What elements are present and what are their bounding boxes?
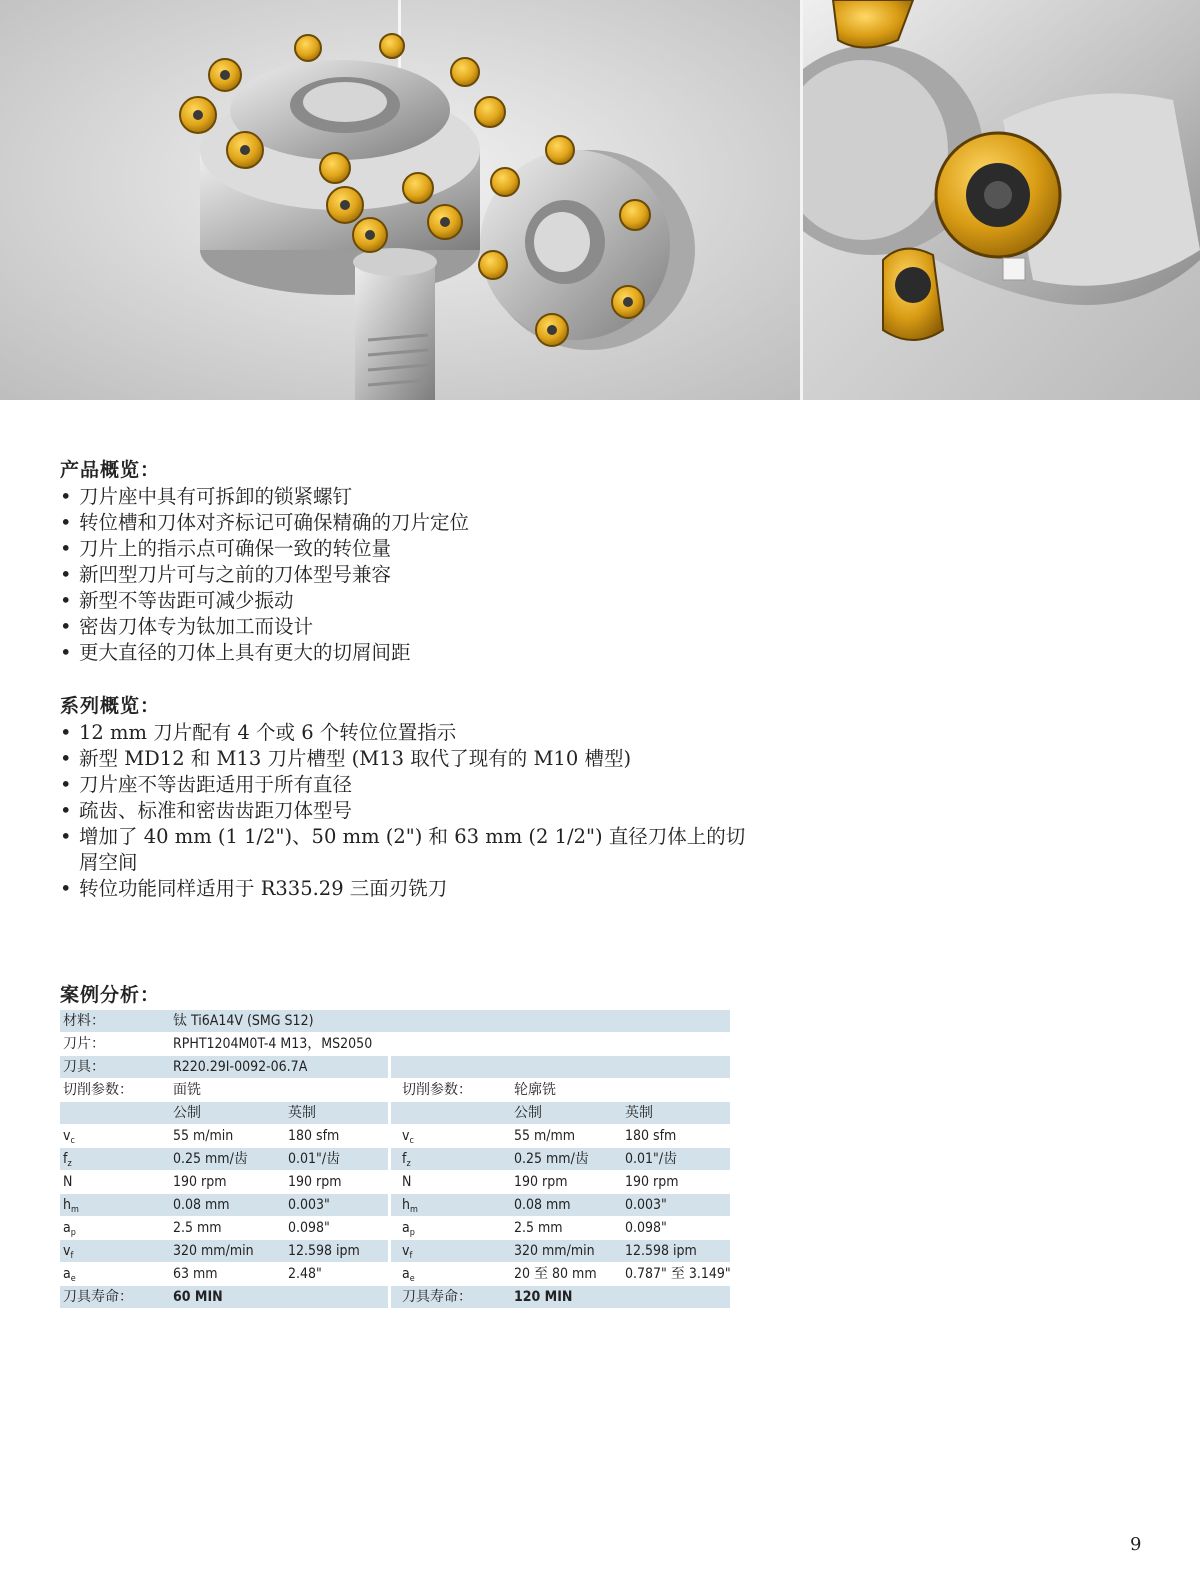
parameter-rows <box>60 1125 745 1286</box>
left-param-metric: 63 mm <box>173 1266 218 1282</box>
right-param-symbol <box>402 1217 415 1239</box>
left-param-symbol-subscript: f <box>70 1251 74 1261</box>
milling-cutters-photo <box>0 0 800 400</box>
left-params-value: 面铣 <box>173 1082 201 1098</box>
right-param-symbol-subscript: z <box>406 1159 411 1169</box>
right-param-metric: 190 rpm <box>514 1174 568 1190</box>
right-param-imperial: 12.598 ipm <box>625 1243 697 1259</box>
left-param-imperial: 12.598 ipm <box>288 1243 360 1259</box>
list-item: • 刀片上的指示点可确保一致的转位量 <box>60 536 760 562</box>
table-row <box>60 1056 745 1079</box>
left-tool-life-value: 60 MIN <box>173 1289 223 1305</box>
right-param-imperial: 190 rpm <box>625 1174 679 1190</box>
table-row <box>60 1102 745 1125</box>
right-param-symbol <box>402 1148 411 1170</box>
left-param-symbol <box>63 1240 73 1262</box>
left-param-symbol-subscript: m <box>70 1205 79 1215</box>
left-param-symbol-subscript: z <box>67 1159 72 1169</box>
case-study-section <box>60 982 745 1309</box>
right-param-symbol-main: N <box>402 1174 412 1190</box>
left-param-imperial: 0.01"/齿 <box>288 1151 341 1167</box>
right-param-imperial: 0.787" 至 3.149" <box>625 1266 731 1282</box>
list-item: • 12 mm 刀片配有 4 个或 6 个转位位置指示 <box>60 720 760 746</box>
left-param-symbol <box>63 1263 76 1285</box>
list-item: • 刀片座不等齿距适用于所有直径 <box>60 772 760 798</box>
product-overview-heading: 产品概览： <box>60 459 161 481</box>
left-param-symbol-main: v <box>63 1128 71 1144</box>
table-row <box>60 1079 745 1102</box>
left-imperial-header: 英制 <box>288 1105 316 1121</box>
right-param-symbol-main: v <box>402 1243 410 1259</box>
right-imperial-header: 英制 <box>625 1105 653 1121</box>
list-item: • 更大直径的刀体上具有更大的切屑间距 <box>60 640 760 666</box>
right-param-symbol-main: a <box>402 1220 410 1236</box>
left-param-metric: 190 rpm <box>173 1174 227 1190</box>
right-metric-header: 公制 <box>514 1105 542 1121</box>
insert-value: RPHT1204M0T-4 M13，MS2050 <box>173 1036 373 1052</box>
right-param-symbol-subscript: p <box>409 1228 415 1238</box>
series-overview-list <box>60 720 760 902</box>
left-param-symbol-main: a <box>63 1220 71 1236</box>
right-param-symbol-main: a <box>402 1266 410 1282</box>
left-tool-life-label: 刀具寿命： <box>63 1289 133 1305</box>
case-study-table <box>60 1010 745 1309</box>
left-param-metric: 55 m/min <box>173 1128 234 1144</box>
material-label: 材料： <box>63 1013 105 1029</box>
left-param-imperial: 190 rpm <box>288 1174 342 1190</box>
hero-images <box>0 0 1200 400</box>
right-param-metric: 0.08 mm <box>514 1197 571 1213</box>
left-param-metric: 2.5 mm <box>173 1220 222 1236</box>
table-row <box>60 1194 745 1217</box>
left-param-metric: 320 mm/min <box>173 1243 254 1259</box>
right-param-symbol-subscript: m <box>409 1205 418 1215</box>
insert-label: 刀片： <box>63 1036 105 1052</box>
table-row <box>60 1125 745 1148</box>
list-item: • 密齿刀体专为钛加工而设计 <box>60 614 760 640</box>
list-item: • 新型不等齿距可减少振动 <box>60 588 760 614</box>
left-param-symbol-main: h <box>63 1197 71 1213</box>
tool-label: 刀具： <box>63 1059 105 1075</box>
series-overview-heading: 系列概览： <box>60 695 161 717</box>
table-row <box>60 1240 745 1263</box>
right-param-symbol-subscript: e <box>409 1274 415 1284</box>
right-param-metric: 320 mm/min <box>514 1243 595 1259</box>
left-param-imperial: 180 sfm <box>288 1128 340 1144</box>
left-param-symbol <box>63 1125 75 1147</box>
left-param-imperial: 0.098" <box>288 1220 330 1236</box>
left-param-metric: 0.08 mm <box>173 1197 230 1213</box>
left-param-symbol <box>63 1148 72 1170</box>
right-param-imperial: 0.01"/齿 <box>625 1151 678 1167</box>
table-row <box>60 1010 745 1033</box>
right-tool-life-value: 120 MIN <box>514 1289 573 1305</box>
right-param-symbol <box>402 1194 418 1216</box>
right-param-symbol <box>402 1263 415 1285</box>
right-param-metric: 55 m/mm <box>514 1128 576 1144</box>
right-param-metric: 20 至 80 mm <box>514 1266 597 1282</box>
right-params-label: 切削参数： <box>402 1082 472 1098</box>
right-param-symbol <box>402 1125 414 1147</box>
left-param-metric: 0.25 mm/齿 <box>173 1151 248 1167</box>
right-param-symbol-main: f <box>402 1151 407 1167</box>
left-param-imperial: 0.003" <box>288 1197 330 1213</box>
list-item: • 转位功能同样适用于 R335.29 三面刃铣刀 <box>60 876 760 902</box>
table-row <box>60 1263 745 1286</box>
list-item: • 疏齿、标准和密齿齿距刀体型号 <box>60 798 760 824</box>
list-item: • 新凹型刀片可与之前的刀体型号兼容 <box>60 562 760 588</box>
table-row <box>60 1286 745 1309</box>
list-item: • 转位槽和刀体对齐标记可确保精确的刀片定位 <box>60 510 760 536</box>
left-param-symbol-main: a <box>63 1266 71 1282</box>
right-param-imperial: 0.003" <box>625 1197 667 1213</box>
left-param-symbol-main: v <box>63 1243 71 1259</box>
right-param-symbol-subscript: c <box>409 1136 414 1146</box>
right-param-symbol <box>402 1240 412 1262</box>
product-overview-list <box>60 484 760 666</box>
left-param-imperial: 2.48" <box>288 1266 322 1282</box>
list-item: • 增加了 40 mm (1 1/2")、50 mm (2") 和 63 mm (2 1/2") 直径刀体上的切屑空间 <box>60 824 760 876</box>
left-metric-header: 公制 <box>173 1105 201 1121</box>
table-row <box>60 1217 745 1240</box>
table-row <box>60 1033 745 1056</box>
right-param-symbol-main: h <box>402 1197 410 1213</box>
table-row <box>60 1148 745 1171</box>
series-overview-section <box>60 692 760 902</box>
list-item: • 新型 MD12 和 M13 刀片槽型 (M13 取代了现有的 M10 槽型) <box>60 746 760 772</box>
product-overview-section <box>60 456 760 666</box>
left-param-symbol <box>63 1171 72 1193</box>
left-param-symbol-main: f <box>63 1151 68 1167</box>
page-number: 9 <box>1130 1534 1142 1555</box>
right-param-symbol-main: v <box>402 1128 410 1144</box>
right-param-metric: 2.5 mm <box>514 1220 563 1236</box>
insert-closeup-photo <box>803 0 1200 400</box>
tool-value: R220.29I-0092-06.7A <box>173 1059 308 1075</box>
left-param-symbol-subscript: c <box>70 1136 75 1146</box>
right-param-imperial: 0.098" <box>625 1220 667 1236</box>
right-params-value: 轮廓铣 <box>514 1082 556 1098</box>
material-value: 钛 Ti6A14V (SMG S12) <box>173 1013 314 1029</box>
left-param-symbol-subscript: e <box>70 1274 76 1284</box>
list-item: • 刀片座中具有可拆卸的锁紧螺钉 <box>60 484 760 510</box>
right-param-imperial: 180 sfm <box>625 1128 677 1144</box>
case-study-heading: 案例分析： <box>60 984 161 1006</box>
left-params-label: 切削参数： <box>63 1082 133 1098</box>
left-param-symbol <box>63 1217 76 1239</box>
right-param-symbol-subscript: f <box>409 1251 413 1261</box>
table-row <box>60 1171 745 1194</box>
right-tool-life-label: 刀具寿命： <box>402 1289 472 1305</box>
left-param-symbol-main: N <box>63 1174 73 1190</box>
right-param-symbol <box>402 1171 411 1193</box>
right-param-metric: 0.25 mm/齿 <box>514 1151 589 1167</box>
left-param-symbol <box>63 1194 79 1216</box>
left-param-symbol-subscript: p <box>70 1228 76 1238</box>
